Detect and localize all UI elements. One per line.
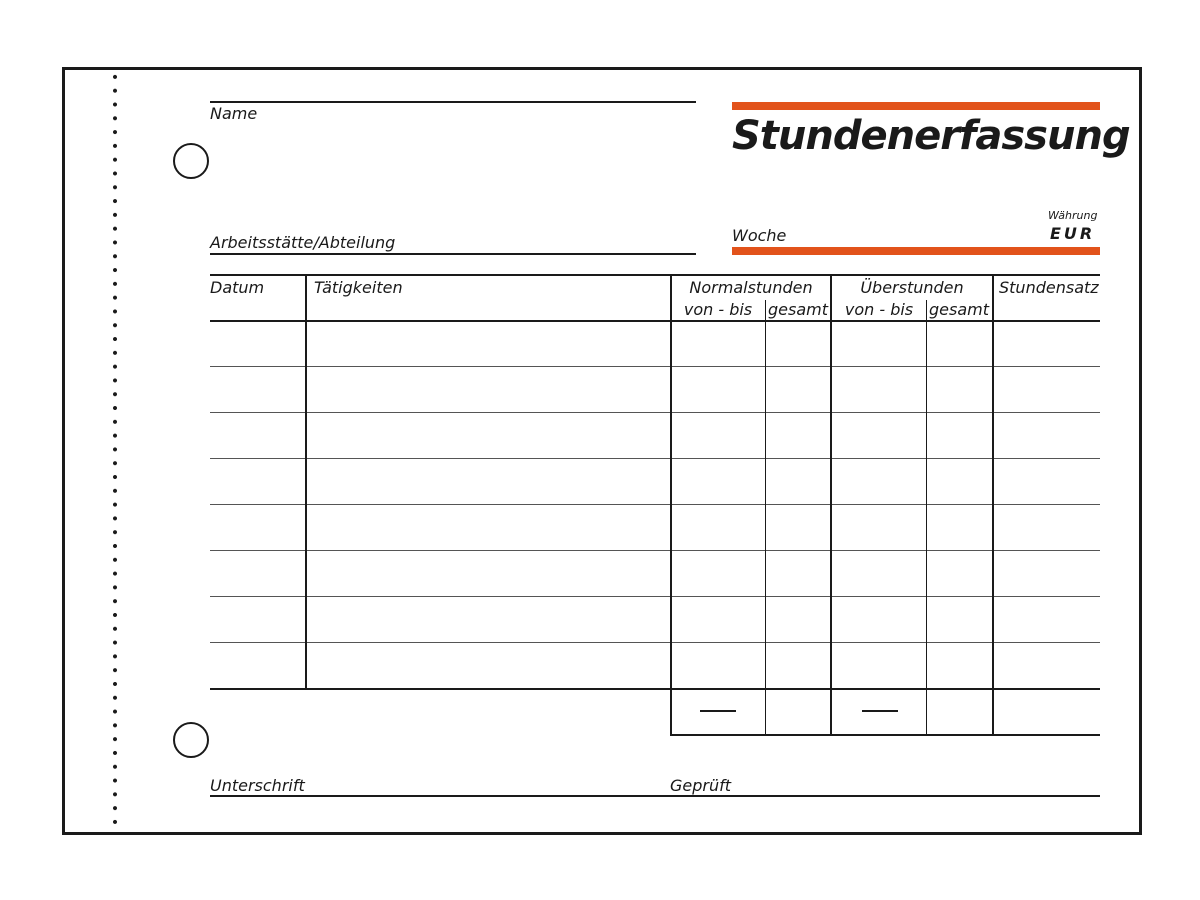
header-overtime: Überstunden — [860, 278, 964, 297]
perforation-line — [113, 70, 117, 830]
checked-label: Geprüft — [670, 776, 732, 795]
overtime-total-dash — [862, 710, 898, 712]
header-overtime-total: gesamt — [929, 300, 989, 319]
name-line — [210, 101, 696, 103]
table-row — [210, 642, 1100, 643]
col-divider-normal-sub — [765, 300, 766, 734]
col-divider-normal — [830, 274, 832, 734]
week-accent-bar — [732, 247, 1100, 255]
table-bottom-line — [210, 688, 1100, 690]
header-date: Datum — [210, 278, 265, 297]
col-divider-date — [305, 274, 307, 688]
header-normal-from-to: von - bis — [683, 300, 753, 319]
header-normal-hours: Normalstunden — [689, 278, 813, 297]
table-row — [210, 504, 1100, 505]
table-row — [210, 596, 1100, 597]
table-row — [210, 550, 1100, 551]
title-accent-bar — [732, 102, 1100, 110]
currency-value: EUR — [1050, 224, 1096, 243]
table-header-line — [210, 320, 1100, 322]
form-sheet — [62, 67, 1142, 835]
table-top-line — [210, 274, 1100, 276]
workplace-label: Arbeitsstätte/Abteilung — [210, 233, 396, 252]
form-title: Stundenerfassung — [732, 113, 1130, 159]
header-activities: Tätigkeiten — [314, 278, 403, 297]
col-divider-activities — [670, 274, 672, 734]
header-overtime-from-to: von - bis — [844, 300, 914, 319]
table-row — [210, 458, 1100, 459]
normal-total-dash — [700, 710, 736, 712]
week-label: Woche — [732, 226, 787, 245]
punch-hole-bottom — [173, 722, 209, 758]
signature-label: Unterschrift — [210, 776, 305, 795]
header-hourly-rate: Stundensatz — [999, 278, 1099, 297]
col-divider-overtime — [992, 274, 994, 734]
punch-hole-top — [173, 143, 209, 179]
table-row — [210, 412, 1100, 413]
footer-line — [210, 795, 1100, 797]
currency-label: Währung — [1048, 209, 1098, 222]
table-row — [210, 366, 1100, 367]
col-divider-overtime-sub — [926, 300, 927, 734]
workplace-line — [210, 253, 696, 255]
header-normal-total: gesamt — [768, 300, 828, 319]
totals-bottom-line — [670, 734, 1100, 736]
name-label: Name — [210, 104, 258, 123]
